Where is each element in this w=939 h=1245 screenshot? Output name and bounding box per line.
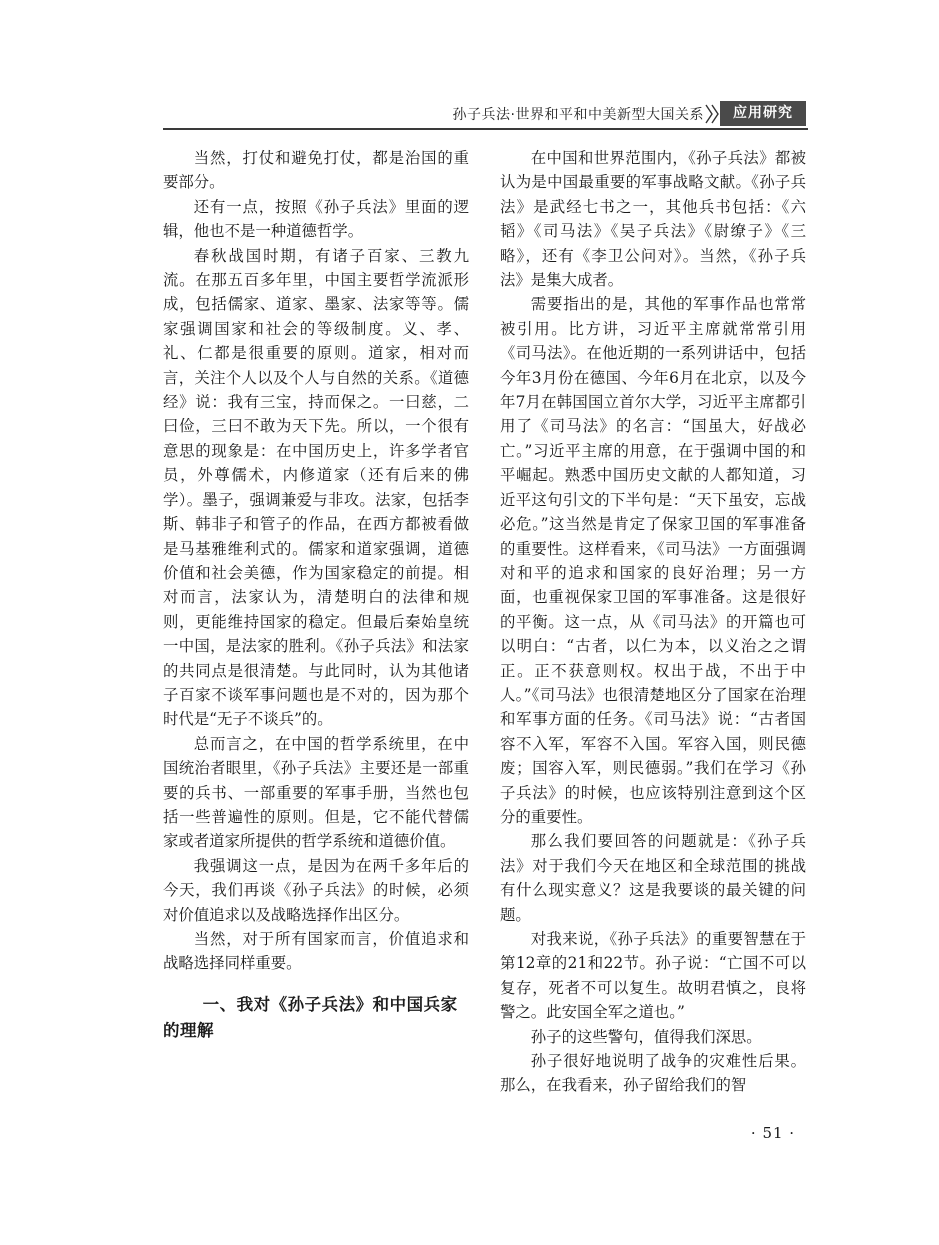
paragraph: 孙子的这些警句，值得我们深思。	[530, 1027, 762, 1046]
paragraph: 孙子很好地说明了战争的灾难性后果。那么，在我看来，孙子留给我们的智	[500, 1052, 806, 1095]
paragraph: 那么我们要回答的问题就是：《孙子兵法》对于我们今天在地区和全球范围的挑战有什么现实意义？这是我要谈的最关键的问题。	[500, 832, 806, 924]
paragraph: 当然，对于所有国家而言，价值追求和战略选择同样重要。	[163, 930, 469, 973]
running-header	[163, 100, 808, 130]
paragraph: 我强调这一点，是因为在两千多年后的今天，我们再谈《孙子兵法》的时候，必须对价值追求以及战略选择作出区分。	[163, 856, 469, 924]
right-column	[500, 146, 806, 1098]
paragraph: 当然，打仗和避免打仗，都是治国的重要部分。	[163, 149, 469, 192]
paragraph: 在中国和世界范围内，《孙子兵法》都被认为是中国最重要的军事战略文献。《孙子兵法》是武经七书之一，其他兵书包括：《六韬》《司马法》《吴子兵法》《尉缭子》《三略》，还有《李卫公问对》。当然，《孙子兵法》是集大成者。	[500, 149, 806, 290]
section-heading: 一、我对《孙子兵法》和中国兵家的理解	[163, 994, 458, 1040]
running-title: 孙子兵法·世界和平和中美新型大国关系	[452, 107, 704, 123]
section-tag: 应用研究	[720, 101, 806, 126]
paragraph: 还有一点，按照《孙子兵法》里面的逻辑，他也不是一种道德哲学。	[163, 197, 469, 241]
paragraph: 春秋战国时期，有诸子百家、三教九流。在那五百多年里，中国主要哲学流派形成，包括儒家、道家、墨家、法家等等。儒家强调国家和社会的等级制度。义、孝、礼、仁都是很重要的原则。道家，相对而言，关注个人以及个人与自然的关系。《道德经》说：我有三宝，持而保之。一曰慈，二曰俭，三曰不敢为天下先。所以，一个很有意思的现象是：在中国历史上，许多学者官员，外尊儒术，内修道家（还有后来的佛学）。墨子，强调兼爱与非攻。法家，包括李斯、韩非子和管子的作品，在西方都被看做是马基雅维利式的。儒家和道家强调，道德价值和社会美德，作为国家稳定的前提。相对而言，法家认为，清楚明白的法律和规则，更能维持国家的稳定。但最后秦始皇统一中国，是法家的胜利。《孙子兵法》和法家的共同点是很清楚。与此同时，认为其他诸子百家不谈军事问题也是不对的，因为那个时代是“无子不谈兵”的。	[163, 246, 469, 729]
double-chevron-icon	[704, 103, 720, 125]
page-number: · 51 ·	[750, 1124, 796, 1142]
paragraph: 总而言之，在中国的哲学系统里，在中国统治者眼里，《孙子兵法》主要还是一部重要的兵书、一部重要的军事手册，当然也包括一些普遍性的原则。但是，它不能代替儒家或者道家所提供的哲学系统和道德价值。	[163, 734, 469, 851]
paragraph: 对我来说，《孙子兵法》的重要智慧在于第12章的21和22节。孙子说：“亡国不可以复存，死者不可以复生。故明君慎之，良将警之。此安国全军之道也。”	[500, 930, 806, 1022]
left-column	[163, 146, 469, 1044]
paragraph: 需要指出的是，其他的军事作品也常常被引用。比方讲，习近平主席就常常引用《司马法》。在他近期的一系列讲话中，包括今年3月份在德国、今年6月在北京，以及今年7月在韩国国立首尔大学，习近平主席都引用了《司马法》的名言：“国虽大，好战必亡。”习近平主席的用意，在于强调中国的和平崛起。熟悉中国历史文献的人都知道，习近平这句引文的下半句是：“天下虽安，忘战必危。”这当然是肯定了保家卫国的军事准备的重要性。这样看来，《司马法》一方面强调对和平的追求和国家的良好治理；另一方面，也重视保家卫国的军事准备。这是很好的平衡。这一点，从《司马法》的开篇也可以明白：“古者，以仁为本，以义治之之谓正。正不获意则权。权出于战，不出于中人。”《司马法》也很清楚地区分了国家在治理和军事方面的任务。《司马法》说：“古者国容不入军，军容不入国。军容入国，则民德废；国容入军，则民德弱。”我们在学习《孙子兵法》的时候，也应该特别注意到这个区分的重要性。	[500, 295, 806, 826]
